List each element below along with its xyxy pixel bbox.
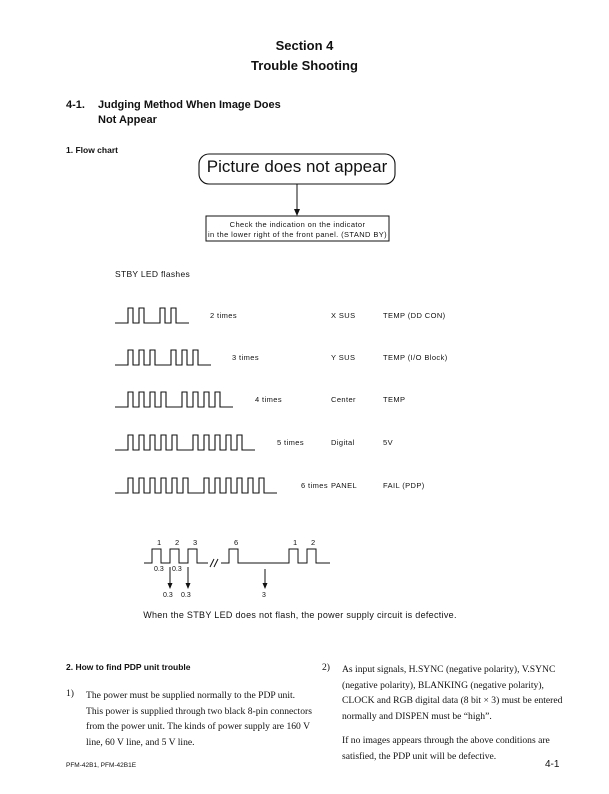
led-waveforms [115,308,277,493]
subsection-title-line2: Not Appear [98,114,157,126]
row-cause-temp: TEMP [383,395,406,404]
timing-wave-right [221,549,330,563]
row-cause-5v: 5V [383,438,393,447]
power-note: When the STBY LED does not flash, the power supply circuit is defective. [143,610,457,620]
row-cause-io: TEMP (I/O Block) [383,353,448,362]
subsection-title-line1: Judging Method When Image Does [98,99,281,111]
item2-number: 2) [322,662,330,673]
timing-m1: 1 [293,538,298,547]
section2-heading: 2. How to find PDP unit trouble [66,662,191,672]
flow-arrow-head [294,209,300,216]
timing-n2: 2 [175,538,180,547]
timing-b1: 0.3 [163,592,173,599]
check-line-1: Check the indication on the indicator [229,220,366,229]
timing-b2: 0.3 [181,592,191,599]
row-part-xsus: X SUS [331,311,356,320]
row-cause-ddcon: TEMP (DD CON) [383,311,446,320]
row-part-center: Center [331,395,356,404]
row-times-2: 2 times [210,311,237,320]
timing-t2: 0.3 [172,566,182,573]
led-waveform-6-times [115,478,277,493]
timing-arrow-3-head [263,583,268,589]
row-part-panel: PANEL [331,481,358,490]
item1-number: 1) [66,688,74,699]
row-cause-fail: FAIL (PDP) [383,481,425,490]
item2-text2: If no images appears through the above conditions are satisfied, the PDP unit will be defective. [342,735,550,762]
timing-wave-left [144,549,208,563]
timing-arrow-1-head [168,583,173,589]
item2-text: As input signals, H.SYNC (negative polarity), V.SYNC (negative polarity), BLANKING (negative polarity), CLOCK and RGB digital data (8 bit × 3) must be entered normally and DISPEN must be “high”. [342,664,563,722]
item1-text: The power must be supplied normally to the PDP unit. This power is supplied through two black 8-pin connectors from the power unit. The kinds of power supply are 160 V line, 60 V line, and 5 V line. [86,690,312,748]
timing-m2: 2 [311,538,316,547]
row-times-3: 3 times [232,353,259,362]
page-number: 4-1 [545,759,560,770]
row-part-ysus: Y SUS [331,353,356,362]
timing-n6: 6 [234,538,239,547]
row-times-4: 4 times [255,395,282,404]
led-waveform-5-times [115,435,255,450]
timing-n3: 3 [193,538,198,547]
timing-n1: 1 [157,538,162,547]
timing-t1: 0.3 [154,566,164,573]
flowchart-heading: 1. Flow chart [66,145,118,155]
row-part-digital: Digital [331,438,355,447]
picture-box-title: Picture does not appear [206,157,388,176]
led-waveform-3-times [115,350,211,365]
row-times-6: 6 times [301,481,328,490]
stby-label: STBY LED flashes [115,269,191,279]
row-times-5: 5 times [277,438,304,447]
footer-model: PFM-42B1, PFM-42B1E [66,762,137,769]
page-title: Trouble Shooting [251,58,358,73]
subsection-number: 4-1. [66,99,85,111]
timing-break-marks [210,559,218,567]
check-line-2: in the lower right of the front panel. (STAND BY) [207,230,388,239]
section-number: Section 4 [275,38,334,53]
led-waveform-2-times [115,308,189,323]
timing-arrow-2-head [186,583,191,589]
timing-b3: 3 [262,592,266,599]
led-waveform-4-times [115,392,233,407]
